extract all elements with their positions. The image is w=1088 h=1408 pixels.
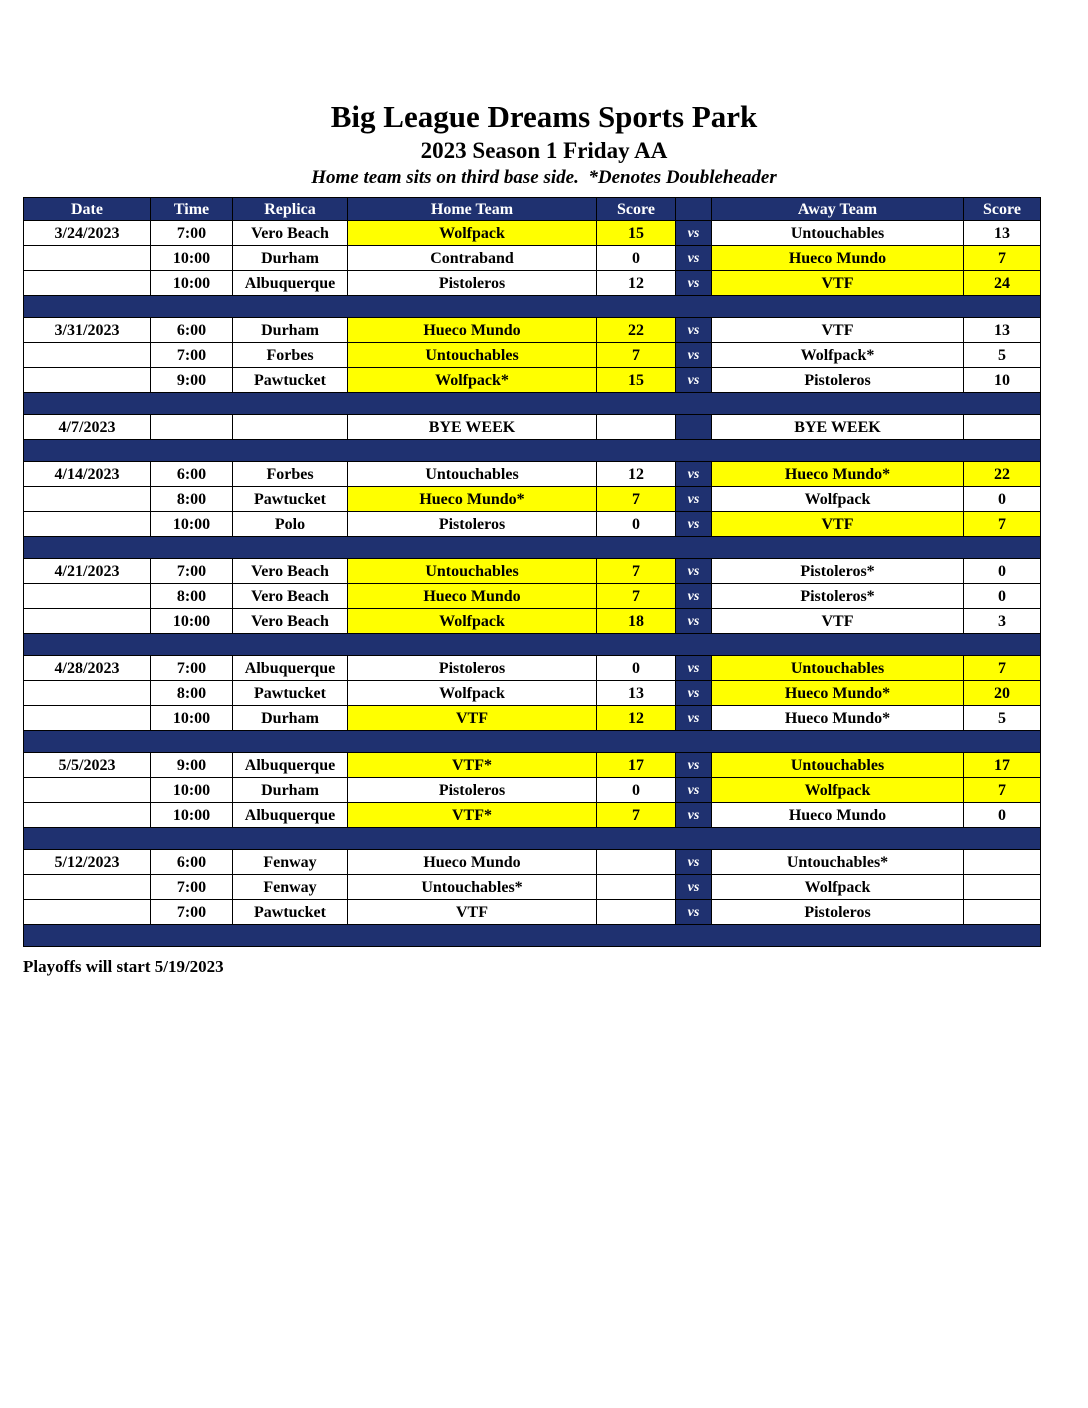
away-score-cell: 24 (964, 271, 1041, 296)
vs-cell: vs (676, 850, 712, 875)
replica-cell: Fenway (233, 875, 348, 900)
time-cell: 7:00 (151, 221, 233, 246)
date-cell: 4/14/2023 (24, 462, 151, 487)
game-row (24, 512, 1041, 537)
home-score-cell: 15 (597, 221, 676, 246)
away-team-cell: Untouchables (712, 753, 964, 778)
vs-cell: vs (676, 875, 712, 900)
header-vs (676, 198, 712, 221)
spacer-cell (24, 828, 1041, 850)
away-score-cell (964, 900, 1041, 925)
vs-cell: vs (676, 368, 712, 393)
home-team-note: Home team sits on third base side. *Denotes Doubleheader (311, 167, 777, 189)
replica-cell: Forbes (233, 343, 348, 368)
page-title: Big League Dreams Sports Park (330, 99, 758, 134)
time-cell: 10:00 (151, 271, 233, 296)
replica-cell: Vero Beach (233, 221, 348, 246)
schedule-table-body (24, 221, 1041, 947)
page-subtitle: 2023 Season 1 Friday AA (420, 138, 668, 164)
spacer-cell (24, 925, 1041, 947)
date-cell (24, 681, 151, 706)
home-team-cell: Wolfpack (348, 221, 597, 246)
replica-cell: Forbes (233, 462, 348, 487)
vs-cell: vs (676, 343, 712, 368)
away-score-cell: 5 (964, 706, 1041, 731)
time-cell: 8:00 (151, 584, 233, 609)
spacer-cell (24, 296, 1041, 318)
schedule-table (23, 197, 1041, 947)
date-cell: 5/5/2023 (24, 753, 151, 778)
game-row (24, 900, 1041, 925)
game-row (24, 368, 1041, 393)
playoffs-note: Playoffs will start 5/19/2023 (23, 957, 224, 977)
away-score-cell: 22 (964, 462, 1041, 487)
spacer-row (24, 828, 1041, 850)
home-score-cell: 12 (597, 706, 676, 731)
game-row (24, 462, 1041, 487)
home-team-cell: Pistoleros (348, 656, 597, 681)
replica-cell: Durham (233, 246, 348, 271)
away-team-cell: VTF (712, 609, 964, 634)
date-cell (24, 487, 151, 512)
vs-cell: vs (676, 559, 712, 584)
away-team-cell: Pistoleros* (712, 559, 964, 584)
vs-cell: vs (676, 462, 712, 487)
home-score-cell: 7 (597, 803, 676, 828)
date-cell (24, 900, 151, 925)
vs-cell: vs (676, 512, 712, 537)
spacer-row (24, 537, 1041, 559)
away-team-cell: Hueco Mundo* (712, 681, 964, 706)
time-cell: 10:00 (151, 706, 233, 731)
game-row (24, 609, 1041, 634)
home-team-cell: Pistoleros (348, 778, 597, 803)
home-team-cell: Pistoleros (348, 271, 597, 296)
vs-cell (676, 415, 712, 440)
home-score-cell: 7 (597, 584, 676, 609)
replica-cell: Pawtucket (233, 487, 348, 512)
date-cell (24, 512, 151, 537)
date-cell: 5/12/2023 (24, 850, 151, 875)
game-row (24, 271, 1041, 296)
replica-cell: Albuquerque (233, 753, 348, 778)
home-team-cell: Hueco Mundo* (348, 487, 597, 512)
vs-cell: vs (676, 318, 712, 343)
date-cell: 3/31/2023 (24, 318, 151, 343)
away-team-cell: Untouchables (712, 656, 964, 681)
away-team-cell: Wolfpack* (712, 343, 964, 368)
time-cell: 10:00 (151, 803, 233, 828)
away-score-cell: 5 (964, 343, 1041, 368)
away-score-cell: 7 (964, 778, 1041, 803)
game-row (24, 343, 1041, 368)
game-row (24, 559, 1041, 584)
header-replica: Replica (233, 198, 348, 221)
date-cell: 4/28/2023 (24, 656, 151, 681)
away-score-cell: 7 (964, 656, 1041, 681)
vs-cell: vs (676, 753, 712, 778)
date-cell (24, 246, 151, 271)
time-cell: 6:00 (151, 462, 233, 487)
time-cell: 7:00 (151, 875, 233, 900)
table-header-row (24, 198, 1041, 221)
home-score-cell: 12 (597, 462, 676, 487)
date-cell (24, 368, 151, 393)
time-cell: 7:00 (151, 343, 233, 368)
home-score-cell: 17 (597, 753, 676, 778)
time-cell: 7:00 (151, 656, 233, 681)
home-team-cell: Wolfpack (348, 609, 597, 634)
replica-cell: Vero Beach (233, 559, 348, 584)
vs-cell: vs (676, 246, 712, 271)
spacer-cell (24, 537, 1041, 559)
away-team-cell: Hueco Mundo (712, 246, 964, 271)
away-team-cell: VTF (712, 512, 964, 537)
away-score-cell: 0 (964, 487, 1041, 512)
away-score-cell (964, 415, 1041, 440)
game-row (24, 584, 1041, 609)
home-score-cell: 7 (597, 559, 676, 584)
date-cell (24, 343, 151, 368)
away-score-cell: 0 (964, 559, 1041, 584)
away-team-cell: Wolfpack (712, 875, 964, 900)
home-team-cell: Hueco Mundo (348, 318, 597, 343)
spacer-row (24, 634, 1041, 656)
home-team-cell: VTF* (348, 803, 597, 828)
time-cell (151, 415, 233, 440)
vs-cell: vs (676, 221, 712, 246)
vs-cell: vs (676, 656, 712, 681)
date-cell (24, 778, 151, 803)
vs-cell: vs (676, 584, 712, 609)
home-team-cell: Contraband (348, 246, 597, 271)
away-team-cell: VTF (712, 318, 964, 343)
away-team-cell: Pistoleros* (712, 584, 964, 609)
date-cell (24, 706, 151, 731)
vs-cell: vs (676, 900, 712, 925)
date-cell: 3/24/2023 (24, 221, 151, 246)
home-score-cell: 0 (597, 656, 676, 681)
game-row (24, 706, 1041, 731)
home-score-cell: 15 (597, 368, 676, 393)
bye-row (24, 415, 1041, 440)
vs-cell: vs (676, 803, 712, 828)
away-team-cell: Pistoleros (712, 368, 964, 393)
home-score-cell (597, 415, 676, 440)
game-row (24, 487, 1041, 512)
home-team-cell: Hueco Mundo (348, 850, 597, 875)
date-cell (24, 271, 151, 296)
away-score-cell: 20 (964, 681, 1041, 706)
replica-cell: Albuquerque (233, 656, 348, 681)
away-score-cell (964, 850, 1041, 875)
away-team-cell: Untouchables* (712, 850, 964, 875)
game-row (24, 875, 1041, 900)
time-cell: 10:00 (151, 609, 233, 634)
away-team-cell: Wolfpack (712, 487, 964, 512)
time-cell: 10:00 (151, 778, 233, 803)
replica-cell: Fenway (233, 850, 348, 875)
replica-cell: Vero Beach (233, 609, 348, 634)
replica-cell: Pawtucket (233, 368, 348, 393)
time-cell: 7:00 (151, 559, 233, 584)
game-row (24, 221, 1041, 246)
header-away-score: Score (964, 198, 1041, 221)
away-score-cell: 17 (964, 753, 1041, 778)
home-score-cell (597, 875, 676, 900)
date-cell: 4/7/2023 (24, 415, 151, 440)
vs-cell: vs (676, 778, 712, 803)
header-date: Date (24, 198, 151, 221)
replica-cell: Vero Beach (233, 584, 348, 609)
home-team-cell: Pistoleros (348, 512, 597, 537)
away-score-cell: 10 (964, 368, 1041, 393)
replica-cell: Polo (233, 512, 348, 537)
home-score-cell: 0 (597, 512, 676, 537)
replica-cell: Albuquerque (233, 271, 348, 296)
spacer-cell (24, 634, 1041, 656)
replica-cell (233, 415, 348, 440)
home-team-cell: VTF (348, 900, 597, 925)
home-score-cell (597, 850, 676, 875)
home-team-cell: Hueco Mundo (348, 584, 597, 609)
time-cell: 10:00 (151, 512, 233, 537)
game-row (24, 681, 1041, 706)
game-row (24, 656, 1041, 681)
vs-cell: vs (676, 271, 712, 296)
home-score-cell: 18 (597, 609, 676, 634)
game-row (24, 246, 1041, 271)
away-team-cell: BYE WEEK (712, 415, 964, 440)
vs-cell: vs (676, 609, 712, 634)
spacer-row (24, 440, 1041, 462)
home-score-cell: 7 (597, 343, 676, 368)
replica-cell: Durham (233, 318, 348, 343)
game-row (24, 850, 1041, 875)
away-team-cell: Hueco Mundo (712, 803, 964, 828)
time-cell: 9:00 (151, 753, 233, 778)
time-cell: 9:00 (151, 368, 233, 393)
home-score-cell: 13 (597, 681, 676, 706)
away-score-cell: 7 (964, 246, 1041, 271)
home-score-cell: 0 (597, 246, 676, 271)
away-score-cell: 0 (964, 803, 1041, 828)
spacer-cell (24, 393, 1041, 415)
home-score-cell: 7 (597, 487, 676, 512)
game-row (24, 318, 1041, 343)
game-row (24, 778, 1041, 803)
date-cell (24, 875, 151, 900)
header-away-team: Away Team (712, 198, 964, 221)
away-team-cell: Hueco Mundo* (712, 462, 964, 487)
home-score-cell (597, 900, 676, 925)
spacer-row (24, 925, 1041, 947)
date-cell (24, 584, 151, 609)
home-score-cell: 22 (597, 318, 676, 343)
away-team-cell: Pistoleros (712, 900, 964, 925)
time-cell: 8:00 (151, 487, 233, 512)
spacer-cell (24, 440, 1041, 462)
spacer-cell (24, 731, 1041, 753)
home-team-cell: Untouchables (348, 343, 597, 368)
away-team-cell: Wolfpack (712, 778, 964, 803)
away-score-cell: 13 (964, 221, 1041, 246)
home-team-cell: VTF* (348, 753, 597, 778)
game-row (24, 803, 1041, 828)
home-team-cell: Untouchables (348, 462, 597, 487)
replica-cell: Durham (233, 706, 348, 731)
replica-cell: Pawtucket (233, 681, 348, 706)
date-cell (24, 803, 151, 828)
time-cell: 6:00 (151, 318, 233, 343)
home-score-cell: 12 (597, 271, 676, 296)
away-team-cell: VTF (712, 271, 964, 296)
date-cell: 4/21/2023 (24, 559, 151, 584)
away-score-cell: 13 (964, 318, 1041, 343)
time-cell: 7:00 (151, 900, 233, 925)
game-row (24, 753, 1041, 778)
away-score-cell: 0 (964, 584, 1041, 609)
home-team-cell: BYE WEEK (348, 415, 597, 440)
away-team-cell: Untouchables (712, 221, 964, 246)
away-score-cell: 7 (964, 512, 1041, 537)
home-team-cell: VTF (348, 706, 597, 731)
replica-cell: Pawtucket (233, 900, 348, 925)
time-cell: 8:00 (151, 681, 233, 706)
time-cell: 10:00 (151, 246, 233, 271)
spacer-row (24, 731, 1041, 753)
home-team-cell: Wolfpack (348, 681, 597, 706)
vs-cell: vs (676, 487, 712, 512)
spacer-row (24, 393, 1041, 415)
home-score-cell: 0 (597, 778, 676, 803)
away-score-cell (964, 875, 1041, 900)
away-team-cell: Hueco Mundo* (712, 706, 964, 731)
header-time: Time (151, 198, 233, 221)
home-team-cell: Untouchables (348, 559, 597, 584)
header-home-score: Score (597, 198, 676, 221)
home-team-cell: Untouchables* (348, 875, 597, 900)
header-home-team: Home Team (348, 198, 597, 221)
vs-cell: vs (676, 681, 712, 706)
replica-cell: Durham (233, 778, 348, 803)
away-score-cell: 3 (964, 609, 1041, 634)
home-team-cell: Wolfpack* (348, 368, 597, 393)
spacer-row (24, 296, 1041, 318)
replica-cell: Albuquerque (233, 803, 348, 828)
date-cell (24, 609, 151, 634)
time-cell: 6:00 (151, 850, 233, 875)
vs-cell: vs (676, 706, 712, 731)
